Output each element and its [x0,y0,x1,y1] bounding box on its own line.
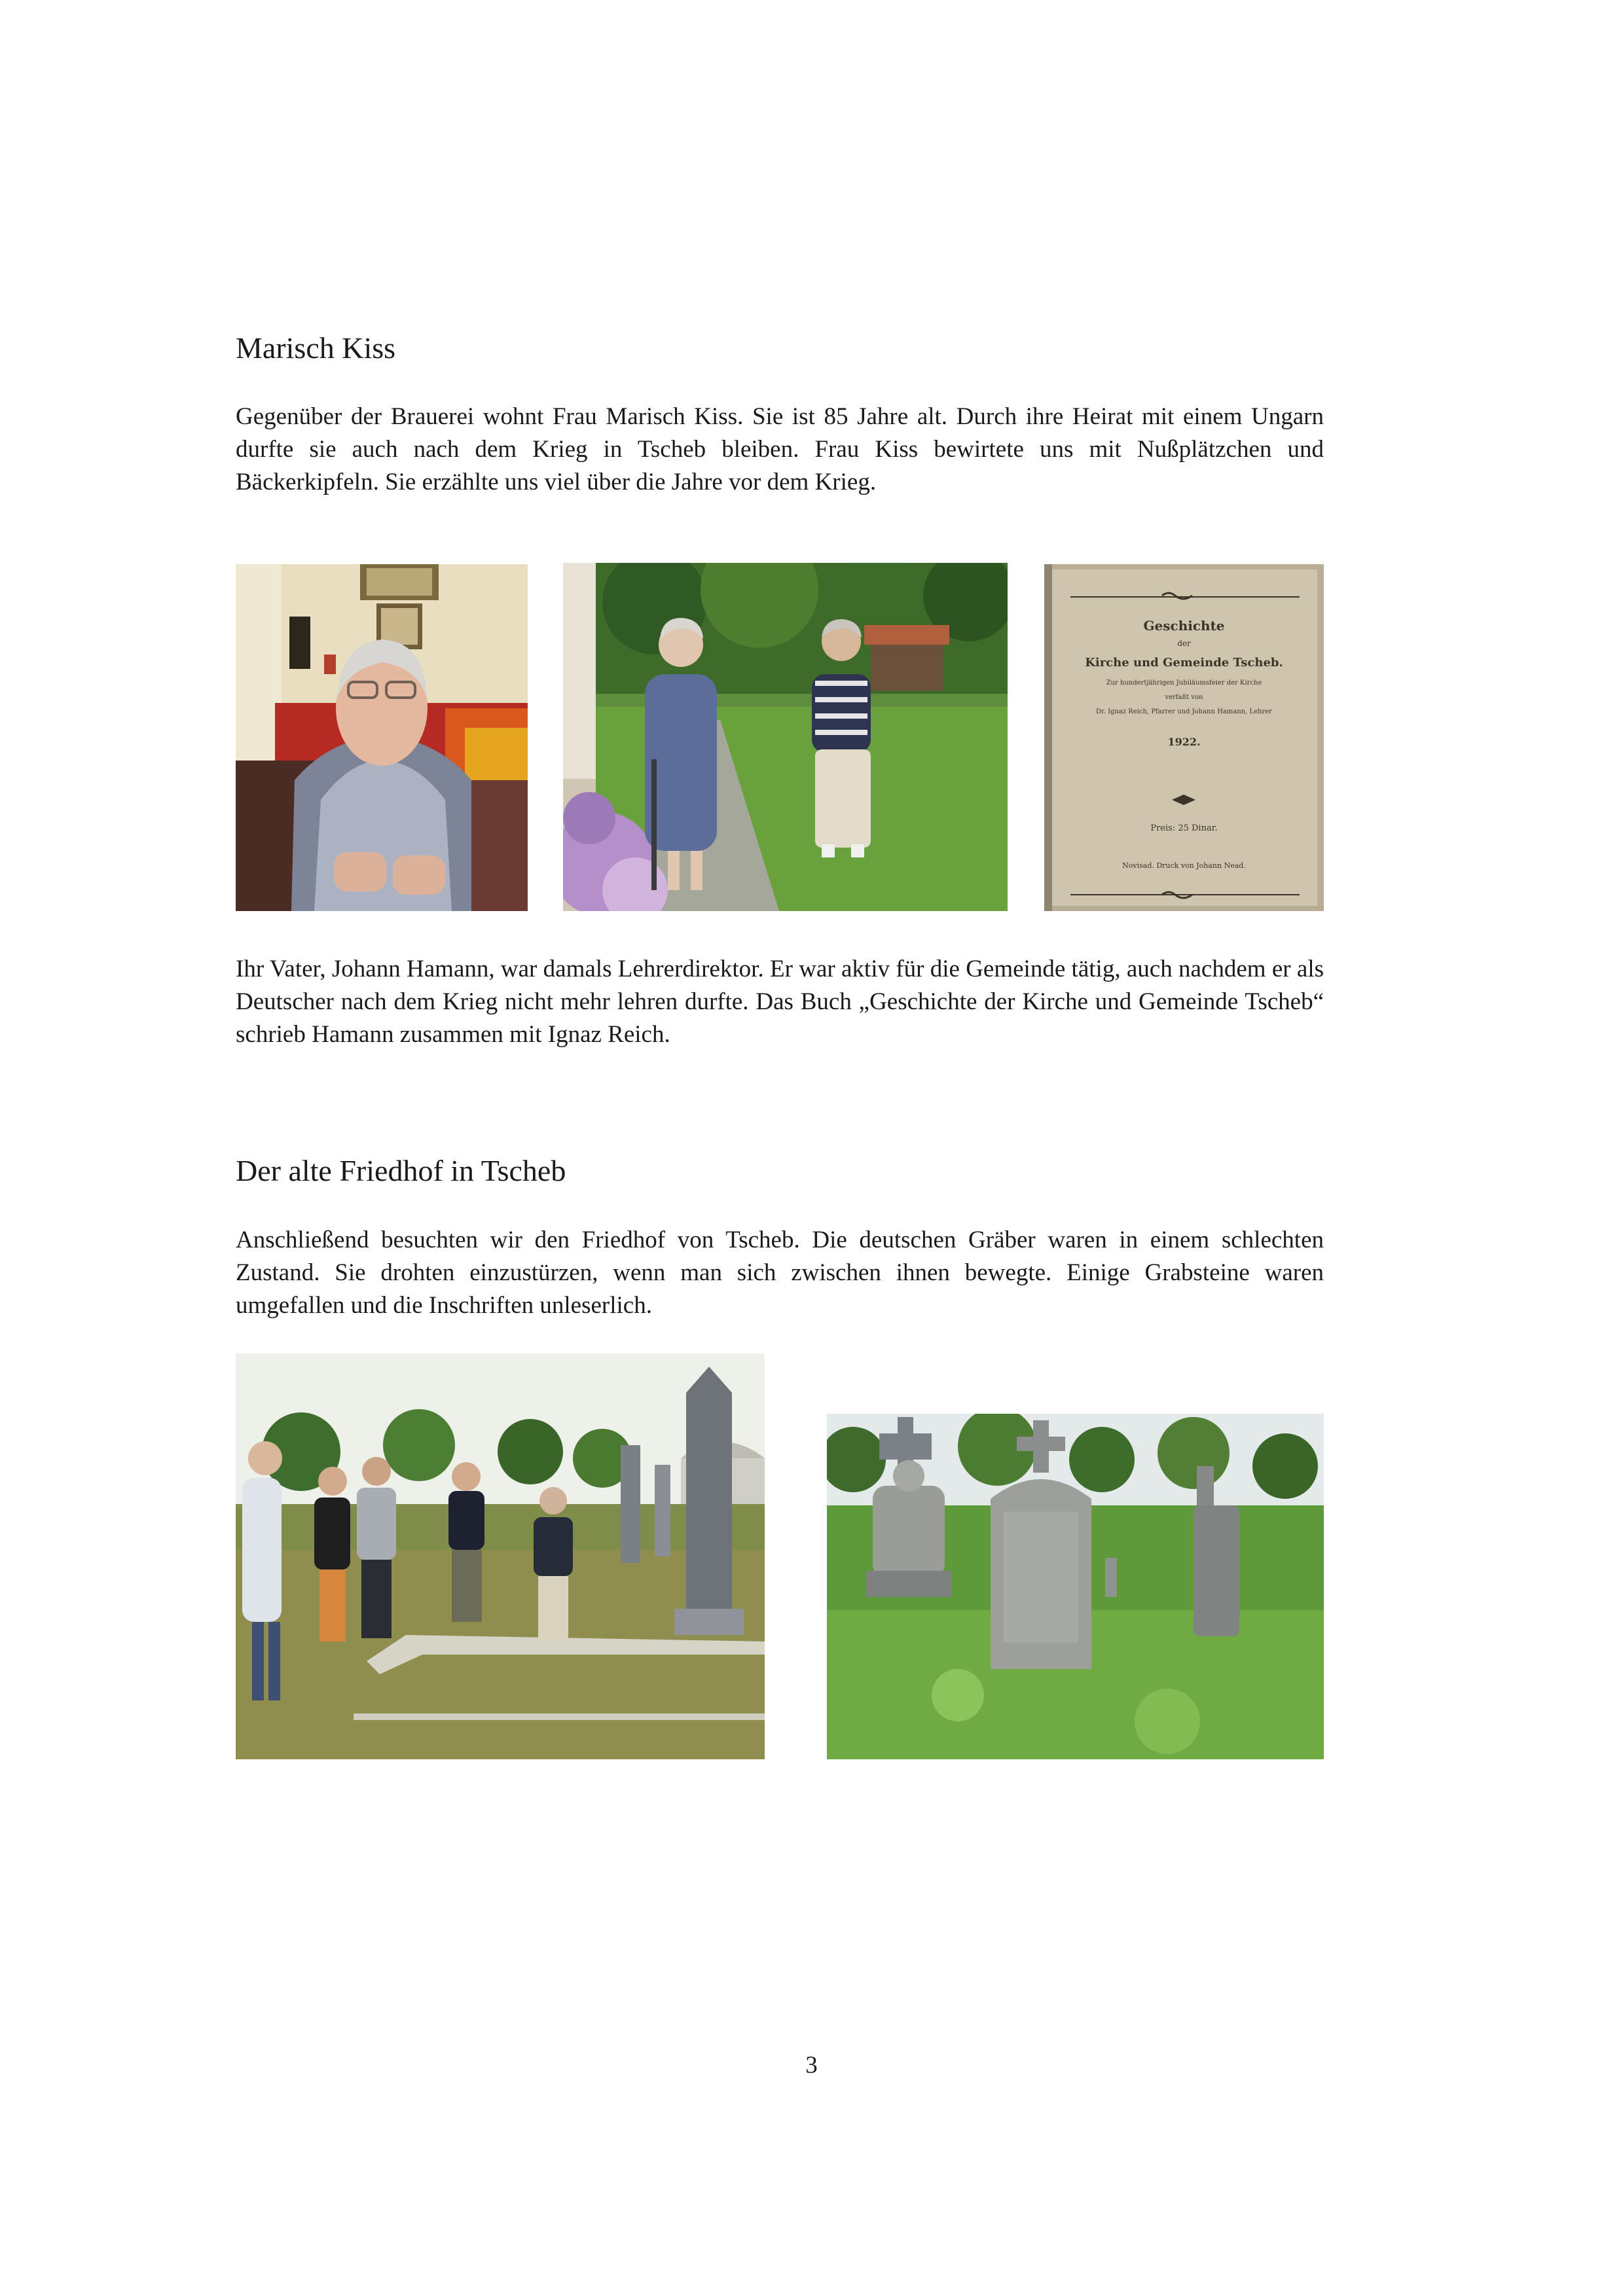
paragraph-marisch-kiss-intro: Gegenüber der Brauerei wohnt Frau Marisch Kiss. Sie ist 85 Jahre alt. Durch ihre Heirat mit einem Ungarn durfte sie auch nach dem Krieg in Tscheb bleiben. Frau Kiss bewirtete uns mit Nußplätzchen und Bäckerkipfeln. Sie erzählte uns viel über die Jahre vor dem Krieg. [236,403,1324,495]
photo-marisch-kiss-portrait [236,564,528,911]
photo-cemetery-group [236,1354,765,1759]
section-heading-friedhof: Der alte Friedhof in Tscheb [236,1154,566,1187]
photo-book-cover [1044,564,1324,911]
book-author-intro: verfaßt von [1165,694,1203,701]
photo-overgrown-graves [827,1414,1324,1759]
book-title-line3: Kirche und Gemeinde Tscheb. [1085,656,1283,670]
book-year: 1922. [1167,736,1201,748]
photo-garden-visit [563,563,1008,911]
page-number: 3 [805,2052,818,2079]
book-title-line1: Geschichte [1143,618,1225,634]
book-title-line2: der [1177,639,1191,648]
book-price: Preis: 25 Dinar. [1150,823,1218,833]
book-printer: Novisad. Druck von Johann Nead. [1122,861,1246,870]
paragraph-johann-hamann: Ihr Vater, Johann Hamann, war damals Lehrerdirektor. Er war aktiv für die Gemeinde tätig, auch nachdem er als Deutscher nach dem Krieg nicht mehr lehren durfte. Das Buch „Geschichte der Kirche und Gemeinde Tscheb“ schrieb Hamann zusammen mit Ignaz Reich. [236,956,1324,1048]
book-authors: Dr. Ignaz Reich, Pfarrer und Johann Hamann, Lehrer [1096,708,1272,715]
paragraph-friedhof: Anschließend besuchten wir den Friedhof von Tscheb. Die deutschen Gräber waren in einem schlechten Zustand. Sie drohten einzustürzen, wenn man sich zwischen ihnen bewegte. Einige Grabsteine waren umgefallen und die Inschriften unleserlich. [236,1227,1324,1319]
section-heading-marisch-kiss: Marisch Kiss [236,331,396,365]
book-subtitle: Zur hundertjährigen Jubiläumsfeier der Kirche [1106,679,1262,687]
